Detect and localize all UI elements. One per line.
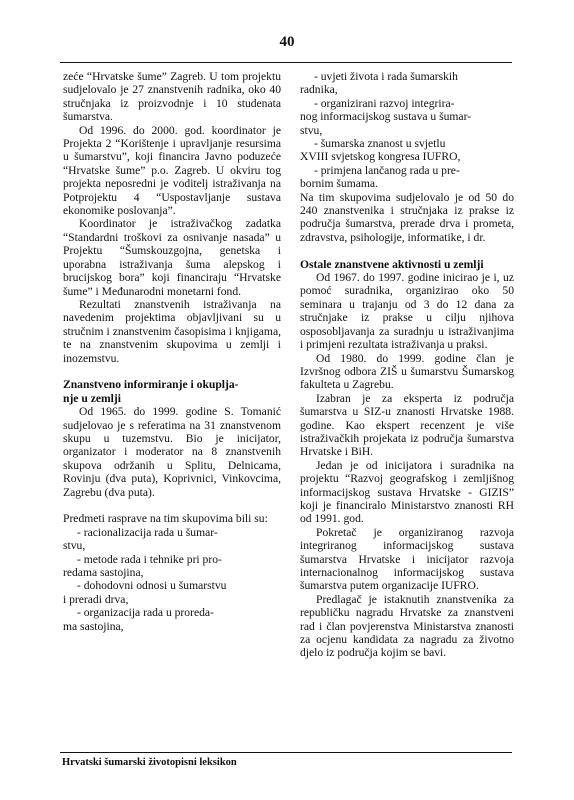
paragraph: Koordinator je istraživačkog zadatka “Standardni troškovi za osnivanje nasada” u Projektu “Šumskouzgojna, genetska i uporabna istraživanja šuma alepskog i brucijskog bora” koji financiraju “Hrvatske šume” i Međunarodni monetarni fond. — [63, 217, 281, 298]
list-line: stvu, — [300, 123, 323, 137]
paragraph: Na tim skupovima sudjelovalo je od 50 do 240 znanstvenika i stručnjaka iz prakse iz područja šumarstva, prerade drva i prometa, zdravstva, psihologije, informatike, i dr. — [300, 190, 514, 244]
paragraph: Predlagač je istaknutih znanstvenika za republičku nagradu Hrvatske za znanstveni rad i član povjerenstva Ministarstva znanosti za ocjenu kandidata za nagradu za životno djelo iz područja kojim se bavi. — [300, 592, 514, 660]
header-rule — [60, 62, 512, 63]
list-line: i preradi drva, — [63, 592, 129, 606]
paragraph: Od 1967. do 1997. godine inicirao je i, uz pomoć suradnika, organizirao oko 50 seminara u trajanju od 3 do 12 dana za stručnjake iz prakse u cilju njihova osposobljavanja za suradnju u istraživanjima i primjeni rezultata istraživanja u praksi. — [300, 271, 514, 352]
right-column — [300, 70, 514, 660]
list-line: - dohodovni odnosi u šumarstvu — [77, 579, 227, 593]
list-line: bornim šumama. — [300, 177, 378, 191]
paragraph: Od 1996. do 2000. god. koordinator je Projekta 2 “Korištenje i upravljanje resursima u šumarstvu”, koji financira Javno poduzeće “Hrvatske šume” p.o. Zagreb. U okviru tog projekta neposredni je voditelj istraživanja na Potprojektu 4 “Uspostavljanje sustava ekonomike poslovanja”. — [63, 123, 281, 218]
paragraph: zeće “Hrvatske šume” Zagreb. U tom projektu sudjelovalo je 27 znanstvenih radnika, oko 40 stručnjaka iz proizvodnje i 10 studenata šumarstva. — [63, 70, 281, 124]
list-line: - racionalizacija rada u šumar- — [77, 525, 218, 539]
paragraph: Predmeti rasprave na tim skupovima bili su: — [63, 512, 268, 526]
list-line: ma sastojina, — [63, 619, 124, 633]
heading-line: Znanstveno informiranje i okuplja- — [63, 378, 239, 392]
paragraph: Pokretač je organiziranog razvoja integriranog informacijskog sustava šumarstva Hrvatske i inicijator razvoja internacionalnog informacijskog sustava šumarstva putem organizacije IUFRO. — [300, 525, 514, 593]
bullet-list — [63, 526, 281, 633]
paragraph: Rezultati znanstvenih istraživanja na navedenim projektima objavljivani su u stručnim i znanstvenim časopisima i knjigama, te na znanstvenim skupovima u zemlji i inozemstvu. — [63, 297, 281, 365]
paragraph: Izabran je za eksperta iz područja šumarstva u SIZ-u znanosti Hrvatske 1988. godine. Kao ekspert recenzent je više istraživačkih projekata iz područja šumarstva Hrvatske i BiH. — [300, 391, 514, 459]
list-line: XVIII svjetskog kongresa IUFRO, — [300, 150, 461, 164]
list-line: nog informacijskog sustava u šumar- — [300, 110, 472, 124]
heading-line: nje u zemlji — [63, 391, 121, 405]
list-line: - metode rada i tehnike pri pro- — [77, 552, 222, 566]
footer-rule — [60, 752, 512, 753]
list-line: stvu, — [63, 539, 86, 553]
list-line: redama sastojina, — [63, 566, 144, 579]
paragraph: Od 1980. do 1999. godine član je Izvršnog odbora ZIŠ u šumarstvu Šumarskog fakulteta u Zagrebu. — [300, 351, 514, 392]
list-line: - šumarska znanost u svjetlu — [314, 137, 446, 151]
paragraph: Jedan je od inicijatora i suradnika na projektu “Razvoj geografskog i zemljišnog informacijskog sustava Hrvatske - GIZIS” koji je financiralo Ministarstvo znanosti RH od 1991. god. — [300, 458, 514, 526]
section-heading — [63, 378, 281, 405]
page-number: 40 — [279, 34, 295, 50]
list-line: radnika, — [300, 83, 338, 97]
list-line: - organizacija rada u proreda- — [77, 606, 214, 620]
list-line: - organizirani razvoj integrira- — [314, 96, 455, 110]
left-column — [63, 70, 281, 633]
bullet-list — [300, 70, 514, 191]
list-line: - primjena lančanog rada u pre- — [314, 163, 460, 177]
list-line: - uvjeti života i rada šumarskih — [314, 70, 458, 83]
section-heading: Ostale znanstvene aktivnosti u zemlji — [300, 257, 484, 271]
paragraph: Od 1965. do 1999. godine S. Tomanić sudjelovao je s referatima na 31 znanstvenom skupu u tuzemstvu. Bio je inicijator, organizator i moderator na 8 znanstvenih skupova održanih u Splitu, Delnicama, Rovinju (dva puta), Koprivnici, Vinkovcima, Zagrebu (dva puta). — [63, 405, 281, 499]
footer-text: Hrvatski šumarski životopisni leksikon — [62, 757, 237, 768]
